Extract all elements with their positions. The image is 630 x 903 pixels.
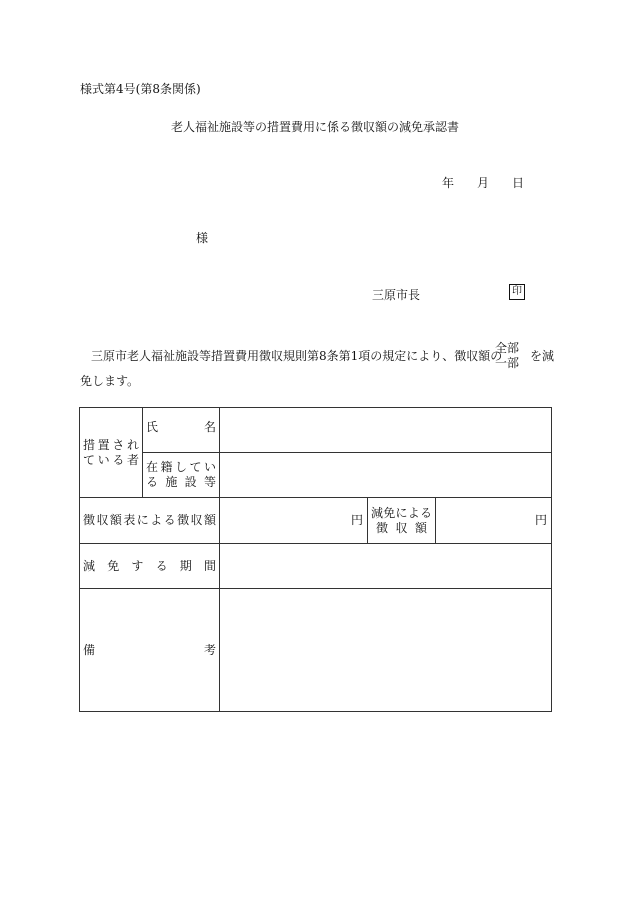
period-field[interactable] — [220, 544, 552, 589]
facility-row — [80, 453, 552, 498]
body-text-tail: を減 — [530, 349, 555, 363]
facility-label-cell — [143, 453, 220, 498]
form-table — [79, 407, 552, 712]
reduced-amount-field[interactable] — [436, 498, 552, 544]
reduced-label-line1: 減免による — [371, 505, 432, 520]
body-text-line1: 三原市老人福祉施設等措置費用徴収規則第8条第1項の規定により、徴収額の — [91, 349, 503, 363]
option-full: 全部 — [495, 341, 520, 355]
body-text-line2: 免します。 — [80, 374, 140, 388]
facility-field[interactable] — [220, 453, 552, 498]
facility-label-line2: る施設等 — [146, 475, 216, 489]
reduced-label-cell — [368, 498, 436, 544]
name-row — [80, 408, 552, 453]
person-label-line2: ている者 — [83, 452, 139, 467]
remarks-row — [80, 589, 552, 712]
seal-mark: 印 — [509, 284, 525, 300]
date-year-label: 年 — [442, 176, 455, 190]
yen-unit: 円 — [535, 513, 548, 527]
remarks-field[interactable] — [220, 589, 552, 712]
collection-amount-field[interactable] — [220, 498, 368, 544]
document-title: 老人福祉施設等の措置費用に係る徴収額の減免承認書 — [170, 120, 459, 134]
option-partial: 一部 — [495, 356, 520, 370]
reduced-label-line2: 徴収額 — [376, 520, 427, 535]
period-label: 減免する期間 — [80, 544, 220, 589]
person-label-line1: 措置され — [83, 437, 139, 452]
date-day-label: 日 — [512, 176, 525, 190]
addressee-suffix: 様 — [196, 231, 209, 245]
issuer-name: 三原市長 — [372, 288, 421, 302]
yen-unit: 円 — [350, 513, 363, 527]
collection-label: 徴収額表による徴収額 — [80, 498, 220, 544]
name-field[interactable] — [220, 408, 552, 453]
period-row — [80, 544, 552, 589]
remarks-label: 備考 — [80, 589, 220, 712]
date-month-label: 月 — [477, 176, 490, 190]
facility-label-line1: 在籍してい — [146, 460, 216, 474]
person-label-cell — [80, 408, 143, 498]
form-number: 様式第4号(第8条関係) — [80, 82, 201, 96]
collection-row — [80, 498, 552, 544]
name-label: 氏名 — [143, 408, 220, 453]
